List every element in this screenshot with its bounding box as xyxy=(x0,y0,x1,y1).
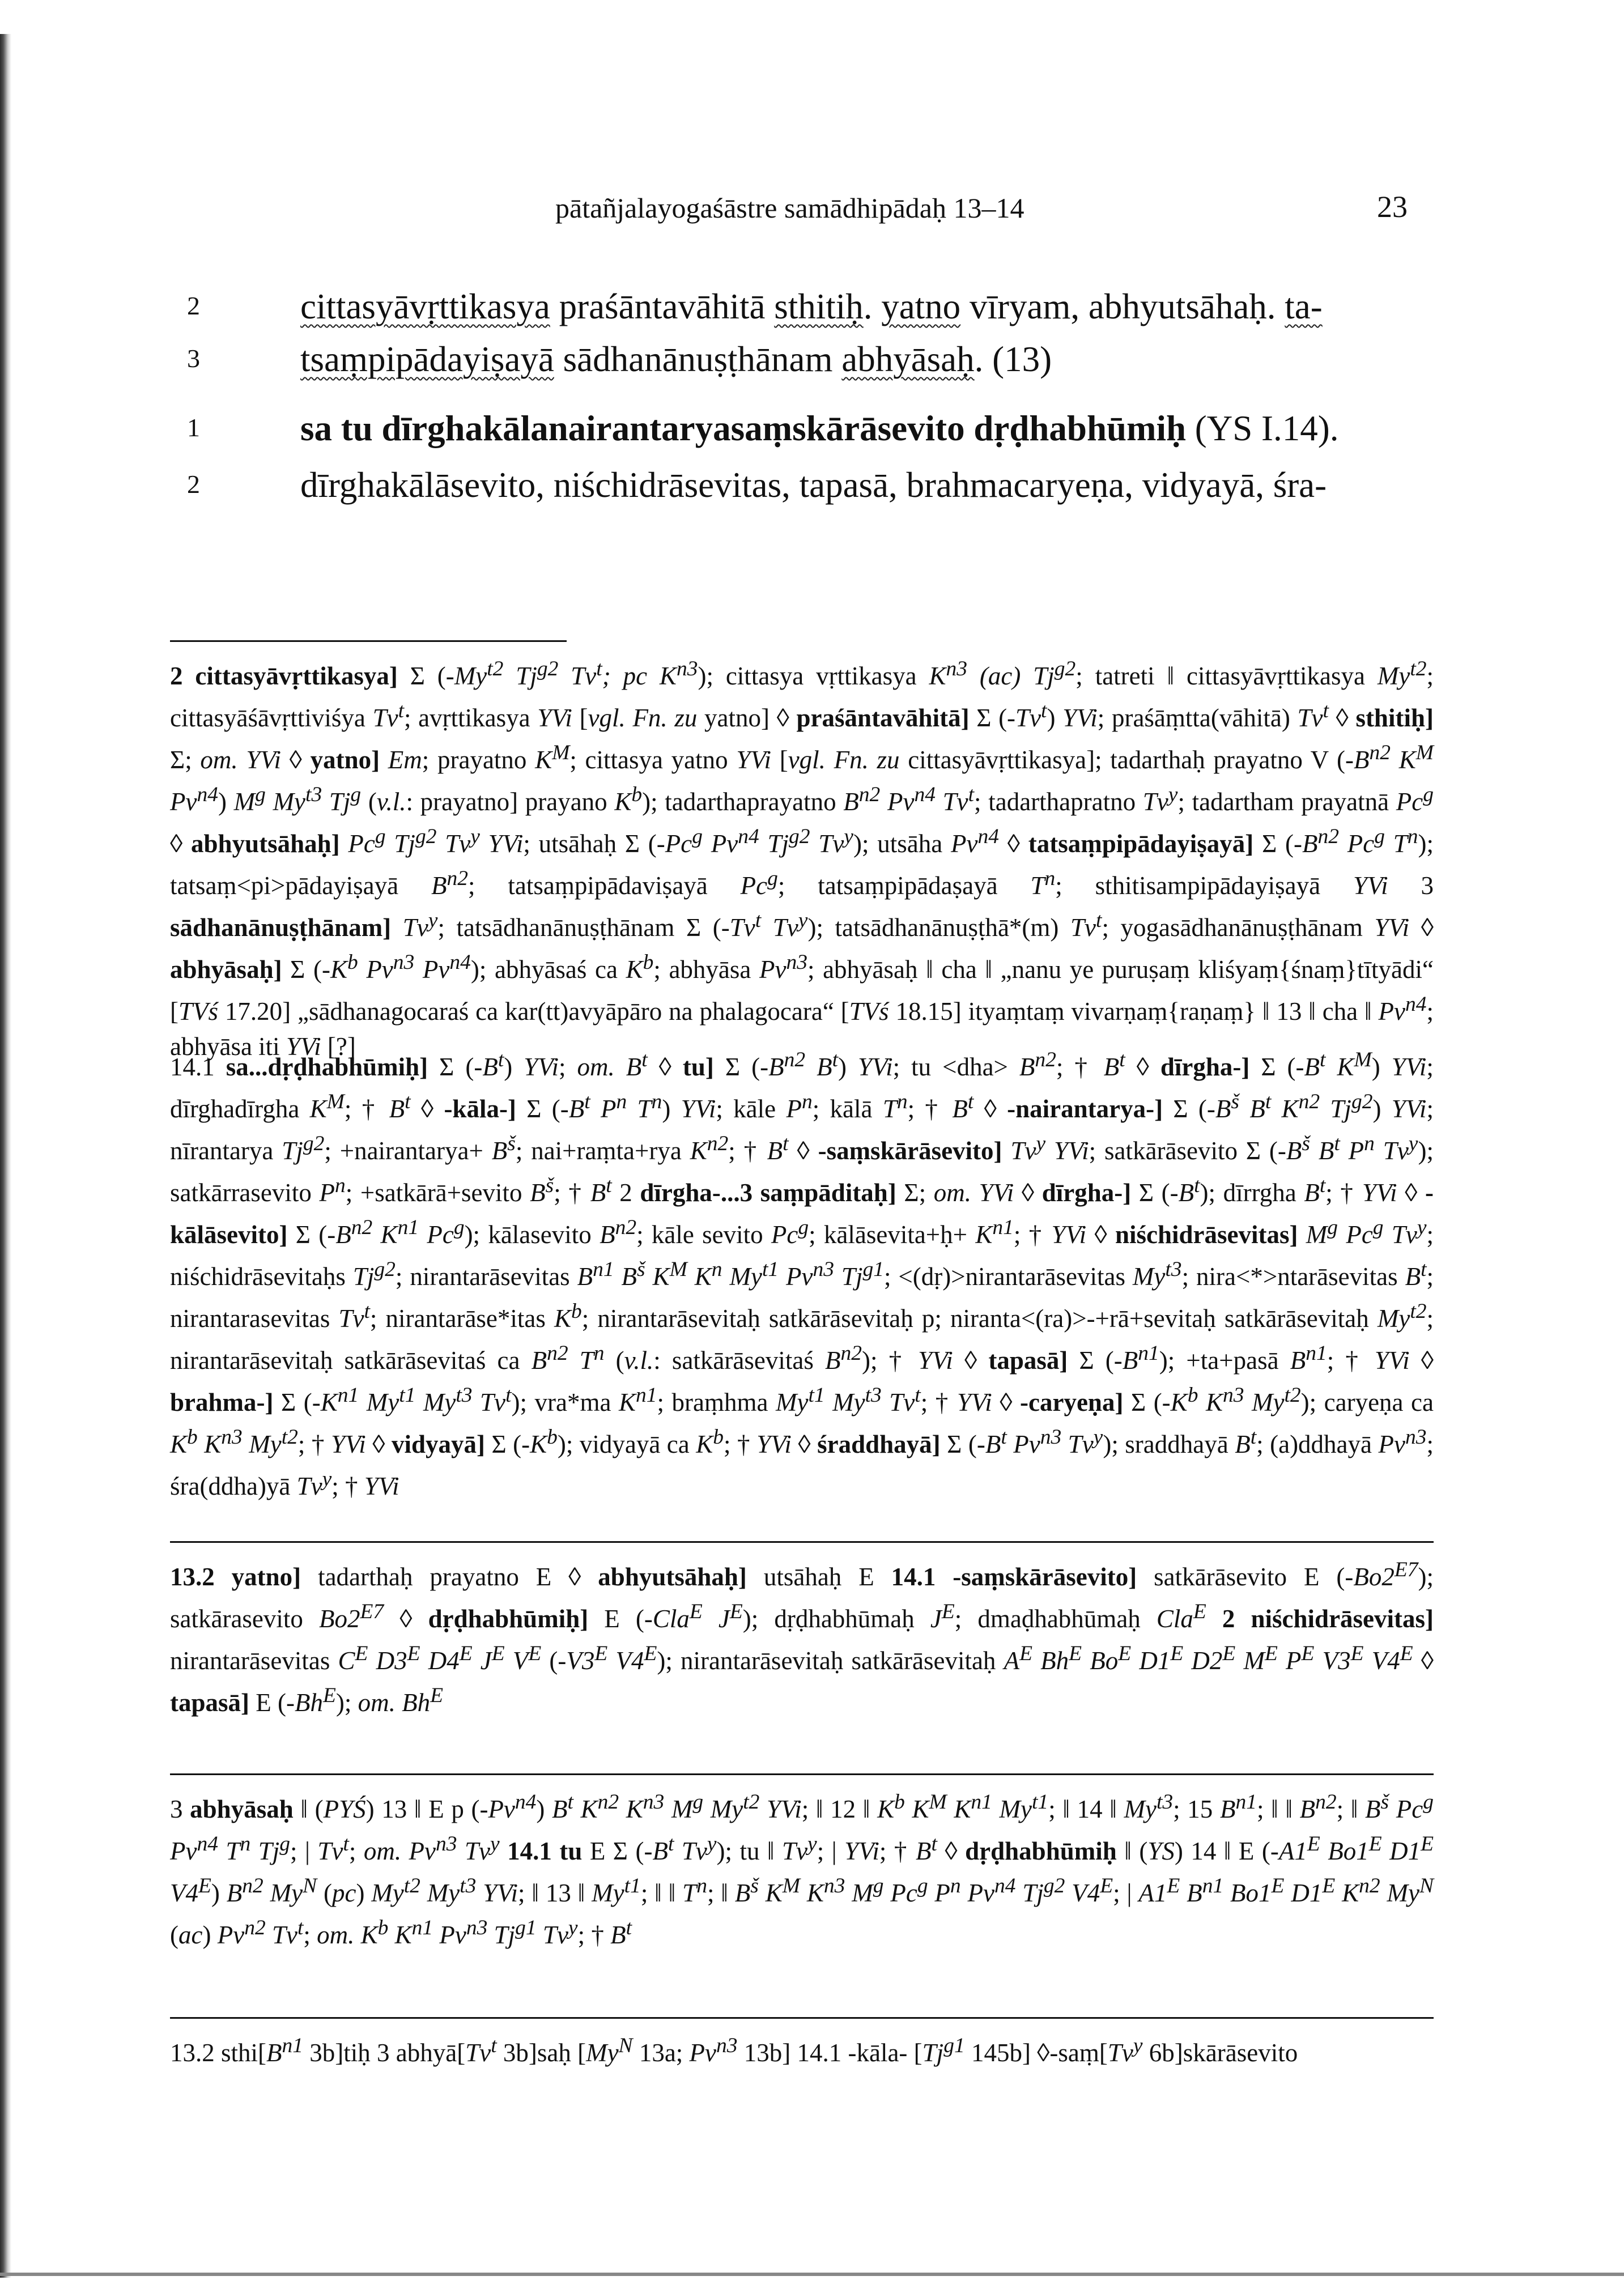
apparatus-block-1: 2 cittasyāvṛttikasya] Σ ($-My^{t2}$ $Tj^{g2}$ Tv$^t$; pc $K^{n3}$); cittasya vṛttikasya $K^{n3}$ (ac) $Tj^{g2}$; tatreti ‖ cittasyāvṛttikasya $My^{t2}$; cittasyāśāvṛttiviśya Tv$^t$; avṛttikasya YVi [vgl. Fn. zu yatno] ◊ praśāntavāhitā] Σ (-Tv$^t$) YVi; praśāṃtta(vāhitā) Tv$^t$ ◊ sthitiḥ] Σ; om. YVi ◊ yatno] Em; prayatno $K^M$; cittasya yatno YVi [vgl. Fn. zu cittasyāvṛttikasya]; tadarthaḥ prayatno V ($-B^{n2}$ $K^M$ $Pv^{n4}$) $M^g$ $My^{t3}$ Tj$^g$ (v.l.: prayatno] prayano $K^b$); tadarthaprayatno $B^{n2}$ $Pv^{n4}$ Tv$^t$; tadarthapratno Tv$^y$; tadartham prayatnā Pc$^g$ ◊ abhyutsāhaḥ] Pc$^g$ $Tj^{g2}$ Tv$^y$ YVi; utsāhaḥ Σ (-Pc$^g$ $Pv^{n4}$ $Tj^{g2}$ Tv$^y$); utsāha $Pv^{n4}$ ◊ tatsaṃpipādayiṣayā] Σ ($-B^{n2}$ Pc$^g$ $T^n$); tatsaṃ<pi>pādayiṣayā $B^{n2}$; tatsaṃpipādaviṣayā Pc$^g$; tatsaṃpipādaṣayā $T^n$; sthitisampipādayiṣayā YVi 3 sādhanānuṣṭhānam] Tv$^y$; tatsādhanānuṣṭhānam Σ (-Tv$^t$ Tv$^y$); tatsādhanānuṣṭhā*(m) Tv$^t$; yogasādhanānuṣṭhānam YVi ◊ abhyāsaḥ] Σ ($-K^b$ $Pv^{n3}$ $Pv^{n4}$); abhyāsaś ca $K^b$; abhyāsa $Pv^{n3}$; abhyāsaḥ ‖ cha ‖ „nanu ye puruṣaṃ kliśyaṃ{śnaṃ}tītyādi“ [TVś 17.20] „sādhanagocaraś ca kar(tt)avyāpāro na phalagocara“ [TVś 18.15] ityaṃtaṃ vivarṇaṃ{raṇaṃ} ‖ 13 ‖ cha ‖ $Pv^{n4}$; abhyāsa iti YVi [?] xyxy=(170,657,1434,1061)
text-line xyxy=(187,408,1434,453)
page-number: 23 xyxy=(1377,190,1408,224)
page-bottom-edge xyxy=(0,2273,1624,2276)
apparatus-block-3: 13.2 yatno] tadarthaḥ prayatno E ◊ abhyutsāhaḥ] utsāhaḥ E 14.1 -saṃskārāsevito] satkārāsevito E $(-Bo2^{E7})$; satkārasevito $Bo2^{E7}$ ◊ dṛḍhabhūmiḥ] E (-Cla$^E$ $J^E$); dṛḍhabhūmaḥ $J^E$; dmaḍhabhūmaḥ Cla$^E$ 2 niśchidrāsevitas] nirantarāsevitas $C^E$ $D3^E$ $D4^E$ $J^E$ $V^E$ ($-V3^E$ $V4^E$); nirantarāsevitaḥ satkārāsevitaḥ $A^E$ $Bh^E$ $Bo^E$ $D1^E$ $D2^E$ $M^E$ $P^E$ $V3^E$ $V4^E$ ◊ tapasā] E $(-Bh^E)$; om. $Bh^E$ xyxy=(170,1558,1434,1717)
line-text xyxy=(300,286,1323,327)
apparatus-block-2: 14.1 sa...dṛḍhabhūmiḥ] Σ $(-B^t)$ YVi; om. $B^t$ ◊ tu] Σ ($-B^{n2}$ $B^t$) YVi; tu $<dha> B^{n2}$; † $B^t$ ◊ dīrgha-] Σ ($-B^t$ $K^M$) YVi; dīrghadīrgha $K^M$; † $B^t$ ◊ -kāla-] Σ ($-B^t$ $P^n$ $T^n$) YVi; kāle $P^n$; kālā $T^n$; † $B^t$ ◊ -nairantarya-] Σ ($-B^š$ $B^t$ $K^{n2}$ $Tj^{g2}$) YVi; nīrantarya $Tj^{g2}$; +nairantarya+ $B^š$; nai+raṃta+rya $K^{n2}$; † $B^t$ ◊ -saṃskārāsevito] Tv$^y$ YVi; satkārāsevito Σ ($-B^š$ $B^t$ $P^n$ Tv$^y$); satkārrasevito $P^n$; +satkārā+sevito $B^š$; † $B^t$ 2 dīrgha-...3 saṃpāditaḥ] Σ; om. YVi ◊ dīrgha-] Σ $(-B^t)$; dīrrgha $B^t$; † YVi ◊ -kālāsevito] Σ ($-B^{n2}$ $K^{n1}$ Pc$^g$); kālasevito $B^{n2}$; kāle sevito Pc$^g$; kālāsevita+ḥ+ $K^{n1}$; † YVi ◊ niśchidrāsevitas] $M^g$ Pc$^g$ Tv$^y$; niśchidrāsevitaḥs $Tj^{g2}$; nirantarāsevitas $B^{n1}$ $B^š$ $K^M$ $K^n$ $My^{t1}$ $Pv^{n3}$ $Tj^{g1}$; <(dṛ)>nirantarāsevitas $My^{t3}$; nira<*>ntarāsevitas $B^t$; nirantarasevitas Tv$^t$; nirantarāse*itas $K^b$; nirantarāsevitaḥ satkārāsevitaḥ p; niranta<(ra)>-+rā+sevitaḥ satkārāsevitaḥ $My^{t2}$; nirantarāsevitaḥ satkārāsevitaś ca $B^{n2}$ $T^n$ (v.l.: satkārāsevitaś $B^{n2}$); † YVi ◊ tapasā] Σ $(-B^{n1})$; +ta+pasā $B^{n1}$; † YVi ◊ brahma-] Σ ($-K^{n1}$ $My^{t1}$ $My^{t3}$ Tv$^t$); vra*ma $K^{n1}$; braṃhma $My^{t1}$ $My^{t3}$ Tv$^t$; † YVi ◊ -caryeṇa] Σ ($-K^b$ $K^{n3}$ $My^{t2}$); caryeṇa ca $K^b$ $K^{n3}$ $My^{t2}$; † YVi ◊ vidyayā] Σ $(-K^b)$; vidyayā ca $K^b$; † YVi ◊ śraddhayā] Σ ($-B^t$ $Pv^{n3}$ Tv$^y$); sraddhayā $B^t$; (a)ddhayā $Pv^{n3}$; śra(ddha)yā Tv$^y$; † YVi xyxy=(170,1048,1434,1500)
line-text xyxy=(300,339,1052,380)
text-segment: sa tu dīrghakālanairantaryasaṃskārāsevito dṛḍhabhūmiḥ xyxy=(300,409,1187,448)
text-segment: . xyxy=(863,287,882,326)
text-segment: sthitiḥ xyxy=(774,287,864,326)
text-segment: praśāntavāhitā xyxy=(550,287,775,326)
footnote-rule xyxy=(170,640,567,642)
footnote-rule xyxy=(170,2017,1434,2019)
apparatus-block-5: 13.2 $sthi[B^{n1}$ 3b]tiḥ 3 abhyā[Tv$^t$ 3b]saḥ [$My^N$ 13a; $Pv^{n3}$ 13b] 14.1 -kāla- [$Tj^{g1}$ 145b] ◊-saṃ[Tv$^y$ 6b]skārāsevito xyxy=(170,2034,1298,2067)
line-text xyxy=(300,408,1339,449)
text-segment: cittasyāvṛttikasya xyxy=(300,287,550,326)
line-number: 1 xyxy=(187,413,200,442)
line-number: 2 xyxy=(187,470,200,499)
text-segment: sādhanānuṣṭhānam xyxy=(554,339,842,379)
line-text xyxy=(300,465,1327,506)
running-header: pātañjalayogaśāstre samādhipādaḥ 13–14 xyxy=(555,192,1024,224)
line-number: 3 xyxy=(187,344,200,373)
apparatus-block-4: 3 abhyāsaḥ ‖ (PYŚ) 13 ‖ E p $(-Pv^{n4})$ $B^t$ $K^{n2}$ $K^{n3}$ $M^g$ $My^{t2}$ YVi; ‖ 12 ‖ $K^b$ $K^M$ $K^{n1}$ $My^{t1}$; ‖ 14 ‖ $My^{t3}$; 15 $B^{n1}$; ‖ ‖ $B^{n2}$; ‖ $B^š$ Pc$^g$ $Pv^{n4}$ $T^n$ Tj$^g$; | Tv$^t$; om. $Pv^{n3}$ Tv$^y$ 14.1 tu E Σ ($-B^t$ Tv$^y$); tu ‖ Tv$^y$; | YVi; † $B^t$ ◊ dṛḍhabhūmiḥ ‖ (YS) 14 ‖ E ($-A1^E$ $Bo1^E$ $D1^E$ $V4^E$) $B^{n2}$ $My^N$ (pc) $My^{t2}$ $My^{t3}$ YVi; ‖ 13 ‖ $My^{t1}$; ‖ ‖ $T^n$; ‖ $B^š$ $K^M$ $K^{n3}$ $M^g$ Pc$^g$ $P^n$ $Pv^{n4}$ $Tj^{g2}$ $V4^E$; | $A1^E$ $B^{n1}$ $Bo1^E$ $D1^E$ $K^{n2}$ $My^N$ (ac) $Pv^{n2}$ Tv$^t$; om. $K^b$ $K^{n1}$ $Pv^{n3}$ $Tj^{g1}$ Tv$^y$; † $B^t$ xyxy=(170,1790,1434,1949)
text-line xyxy=(187,286,1434,331)
footnote-rule xyxy=(170,1541,1434,1543)
text-segment: abhyāsaḥ xyxy=(841,339,975,379)
text-segment: vīryam, abhyutsāhaḥ. xyxy=(960,287,1285,326)
footnote-rule xyxy=(170,1773,1434,1775)
text-segment: dīrghakālāsevito, niśchidrāsevitas, tapasā, brahmacaryeṇa, vidyayā, śra- xyxy=(300,465,1327,505)
text-segment: tsaṃpipādayiṣayā xyxy=(300,339,554,379)
book-spine-shadow xyxy=(0,34,11,2278)
text-segment: (YS I.14). xyxy=(1186,409,1339,448)
line-number: 2 xyxy=(187,291,200,320)
text-segment: yatno xyxy=(881,287,961,326)
text-segment: . (13) xyxy=(974,339,1052,379)
text-line xyxy=(187,465,1434,510)
text-segment: ta- xyxy=(1285,287,1323,326)
text-line xyxy=(187,339,1434,384)
